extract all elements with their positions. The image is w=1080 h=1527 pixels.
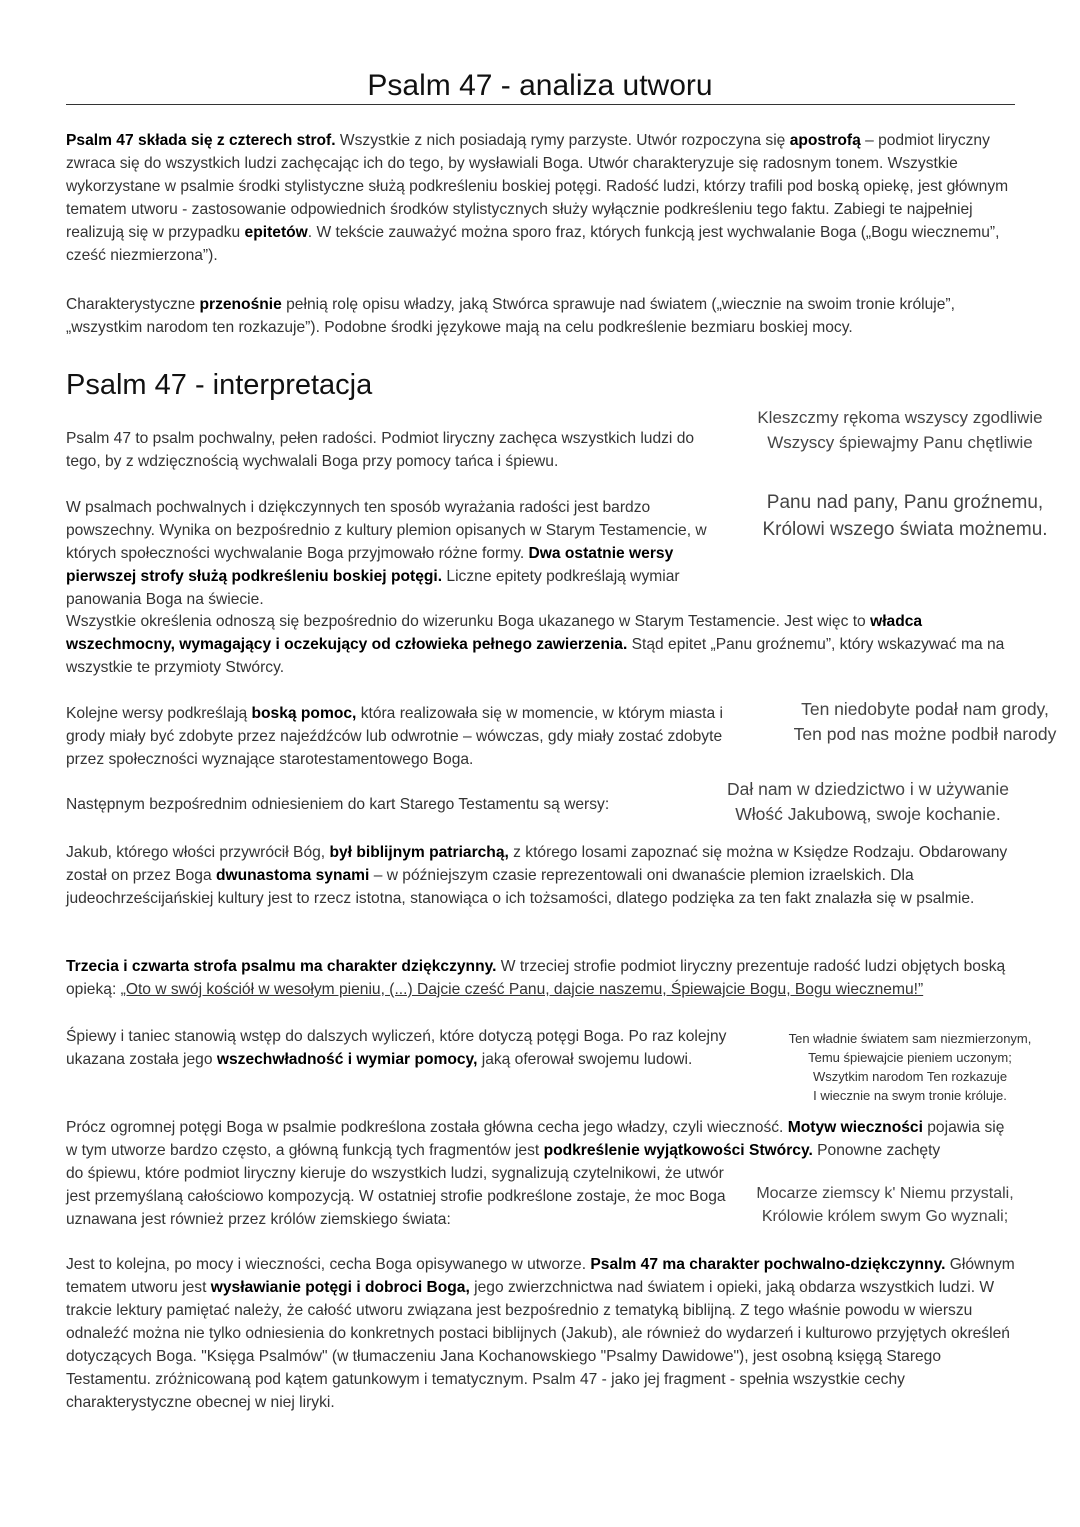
verse-line: Wszyscy śpiewajmy Panu chętliwie	[767, 433, 1033, 452]
paragraph-analysis-1: Psalm 47 składa się z czterech strof. Wszystkie z nich posiadają rymy parzyste. Utwór rozpoczyna się apostrofą – podmiot liryczny zwraca się do wszystkich ludzi zachęcając ich do tego, by wysławiali Boga. Utwór charakteryzuje się radosnym tonem. Wszystkie wykorzystane w psalmie środki stylistyczne służą podkreśleniu boskiej potęgi. Radość ludzi, którzy trafili pod boską opiekę, jest głównym tematem utworu - zastosowanie odpowiednich środków stylistycznych służy wyłącznie podkreśleniu tego faktu. Zabiegi te najpełniej realizują się w przypadku epitetów. W tekście zauważyć można sporo fraz, których funkcją jest wychwalanie Boga („Bogu wiecznemu”, cześć niezmierzona”).	[66, 132, 1009, 264]
verse-line: Ten niedobyte podał nam grody,	[801, 699, 1049, 719]
verse-line: I wiecznie na swym tronie króluje.	[813, 1088, 1007, 1103]
bold-phrase: władca wszechmocny, wymagający i oczekujący od człowieka pełnego zawierzenia.	[66, 613, 923, 653]
quote-verse-3	[775, 697, 1075, 747]
quote-verse-4	[712, 777, 1024, 827]
bold-phrase: Trzecia i czwarta strofa psalmu ma charakter dziękczynny.	[66, 958, 497, 975]
paragraph-interpretation-5: Następnym bezpośrednim odniesieniem do kart Starego Testamentu są wersy:	[66, 796, 610, 813]
verse-line: Temu śpiewajcie pieniem uczonym;	[808, 1050, 1012, 1065]
title-underline	[66, 104, 1015, 105]
bold-phrase: był biblijnym patriarchą,	[329, 844, 509, 861]
bold-phrase: epitetów	[244, 224, 308, 241]
bold-phrase: podkreślenie wyjątkowości Stwórcy.	[543, 1142, 813, 1159]
paragraph-interpretation-9: Prócz ogromnej potęgi Boga w psalmie podkreślona została główna cecha jego władzy, czyli wieczność. Motyw wieczności pojawia się w tym utworze bardzo często, a główną funkcją tych fragmentów jest podkreślenie wyjątkowości Stwórcy. Ponowne zachęty	[66, 1119, 1005, 1159]
verse-line: Ten władnie światem sam niezmierzonym,	[788, 1031, 1032, 1046]
paragraph-interpretation-10: do śpiewu, które podmiot liryczny kieruje do wszystkich ludzi, sygnalizują czytelnikowi, że utwór jest przemyślaną całościowo kompozycją. W ostatniej strofie podkreślone zostaje, że moc Boga uznawana jest również przez królów ziemskiego świata:	[66, 1165, 726, 1228]
bold-phrase: dwunastoma synami	[215, 867, 370, 884]
paragraph-interpretation-4: Kolejne wersy podkreślają boską pomoc, która realizowała się w momencie, w którym miasta i grody miały być zdobyte przez najeźdźców lub odwrotnie – wówczas, gdy miały zostać zdobyte przez społeczności wyznające starotestamentowego Boga.	[66, 705, 723, 768]
section-heading-interpretation: Psalm 47 - interpretacja	[66, 369, 373, 401]
quote-verse-6	[740, 1182, 1030, 1228]
paragraph-interpretation-3: Wszystkie określenia odnoszą się bezpośrednio do wizerunku Boga ukazanego w Starym Testamencie. Jest więc to władca wszechmocny, wymagający i oczekujący od człowieka pełnego zawierzenia. Stąd epitet „Panu groźnemu”, który wskazywać ma na wszystkie te przymioty Stwórcy.	[66, 613, 1005, 676]
paragraph-interpretation-2: W psalmach pochwalnych i dziękczynnych ten sposób wyrażania radości jest bardzo powszechny. Wynika on bezpośrednio z kultury plemion opisanych w Starym Testamencie, w których społeczności wychwalanie Boga przyjmowało różne formy. Dwa ostatnie wersy pierwszej strofy służą podkreśleniu boskiej potęgi. Liczne epitety podkreślają wymiar panowania Boga na świecie.	[66, 499, 707, 608]
bold-phrase: Psalm 47 ma charakter pochwalno-dziękczynny.	[590, 1256, 946, 1273]
paragraph-interpretation-8: Śpiewy i taniec stanowią wstęp do dalszych wyliczeń, które dotyczą potęgi Boga. Po raz kolejny ukazana została jego wszechwładność i wymiar pomocy, jaką oferował swojemu ludowi.	[66, 1028, 727, 1068]
bold-phrase: przenośnie	[199, 296, 282, 313]
paragraph-interpretation-1: Psalm 47 to psalm pochwalny, pełen radości. Podmiot liryczny zachęca wszystkich ludzi do tego, by z wdzięcznością wychwalali Boga przy pomocy tańca i śpiewu.	[66, 430, 695, 470]
bold-phrase: wysławianie potęgi i dobroci Boga,	[210, 1279, 470, 1296]
paragraph-analysis-2: Charakterystyczne przenośnie pełnią rolę opisu władzy, jaką Stwórca sprawuje nad światem („wiecznie na swoim tronie króluje”, „wszystkim narodom ten rozkazuje”). Podobne środki językowe mają na celu podkreślenie bezmiaru boskiej mocy.	[66, 296, 955, 336]
quote-verse-1	[745, 405, 1055, 455]
verse-line: Dał nam w dziedzictwo i w używanie	[726, 779, 1010, 799]
quote-verse-5	[765, 1029, 1055, 1105]
verse-line: Panu nad pany, Panu groźnemu,	[766, 492, 1044, 513]
bold-phrase: apostrofą	[789, 132, 861, 149]
verse-line: Włość Jakubową, swoje kochanie.	[735, 804, 1001, 824]
bold-phrase: boską pomoc,	[251, 705, 357, 722]
bold-phrase: Dwa ostatnie wersy pierwszej strofy służą podkreśleniu boskiej potęgi.	[66, 545, 674, 585]
verse-line: Kleszczmy rękoma wszyscy zgodliwie	[757, 408, 1043, 427]
verse-line: Ten pod nas możne podbił narody	[793, 724, 1057, 744]
quote-verse-2	[745, 489, 1065, 543]
paragraph-interpretation-11: Jest to kolejna, po mocy i wieczności, cecha Boga opisywanego w utworze. Psalm 47 ma charakter pochwalno-dziękczynny. Głównym tematem utworu jest wysławianie potęgi i dobroci Boga, jego zwierzchnictwa nad światem i opieki, jaką obdarza wszystkich ludzi. W trakcie lektury pamiętać należy, że całość utworu związana jest bezpośrednio z tematyką biblijną. Z tego właśnie powodu w wierszu odnaleźć można nie tylko odniesienia do konkretnych postaci biblijnych (Jakub), ale również do wydarzeń i kulturowo przyjętych określeń dotyczących Boga. "Księga Psalmów" (w tłumaczeniu Jana Kochanowskiego "Psalmy Dawidowe"), jest osobną księgą Starego Testamentu. zróżnicowaną pod kątem gatunkowym i tematycznym. Psalm 47 - jako jej fragment - spełnia wszystkie cechy charakterystyczne obecnej w niej liryki.	[66, 1256, 1015, 1411]
page-title: Psalm 47 - analiza utworu	[367, 69, 713, 102]
verse-line: Mocarze ziemscy k' Niemu przystali,	[756, 1185, 1014, 1202]
verse-line: Królowie królem swym Go wyznali;	[761, 1208, 1009, 1225]
bold-phrase: Motyw wieczności	[787, 1119, 923, 1136]
paragraph-interpretation-6: Jakub, którego włości przywrócił Bóg, był biblijnym patriarchą, z którego losami zapoznać się można w Księdze Rodzaju. Obdarowany został on przez Boga dwunastoma synami – w późniejszym czasie reprezentowali oni dwanaście plemion izraelskich. Dla judeochrześcijańskiej kultury jest to rzecz istotna, stanowiąca o ich tożsamości, dlatego podzięka za ten fakt znalazła się w psalmie.	[66, 844, 1008, 907]
verse-line: Wszytkim narodom Ten rozkazuje	[812, 1069, 1008, 1084]
bold-phrase: Psalm 47 składa się z czterech strof.	[66, 132, 336, 149]
verse-line: Królowi wszego świata możnemu.	[762, 519, 1048, 540]
paragraph-interpretation-7: Trzecia i czwarta strofa psalmu ma charakter dziękczynny. W trzeciej strofie podmiot liryczny prezentuje radość ludzi objętych boską opieką: „Oto w swój kościół w wesołym pieniu, (...) Dajcie cześć Panu, dajcie naszemu, Śpiewajcie Bogu, Bogu wiecznemu!”	[66, 958, 1006, 998]
underlined-quote: „Oto w swój kościół w wesołym pieniu, (...) Dajcie cześć Panu, dajcie naszemu, Śpiewajcie Bogu, Bogu wiecznemu!”	[120, 981, 924, 998]
bold-phrase: wszechwładność i wymiar pomocy,	[216, 1051, 478, 1068]
